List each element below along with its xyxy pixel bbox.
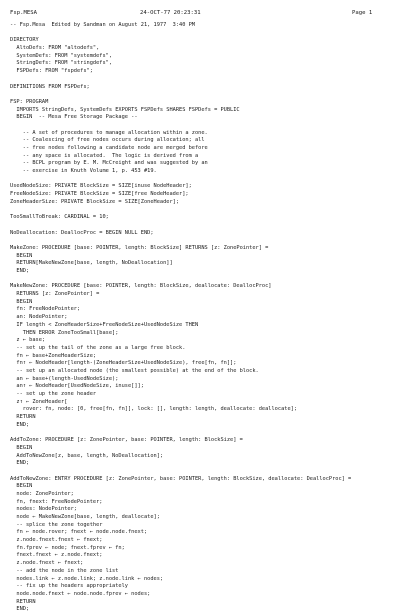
code-line: fn ← base+ZoneHeaderSize; [10,352,97,359]
code-line [10,222,394,230]
code-line: RETURNS [z: ZonePointer] = [10,291,100,298]
file-name: Fsp.MESA [10,10,37,16]
code-line: IF length < ZoneHeaderSize+FreeNodeSize+UsedNodeSize THEN [10,321,199,328]
code-line: AltoDefs: FROM "altodefs", [10,45,100,52]
code-line: fn.fprev ← node; fnext.fprev ← fn; [10,544,125,551]
code-line: END; [10,421,30,428]
code-line [10,30,394,38]
code-line: AddToZone: PROCEDURE [z: ZonePointer, base: POINTER, length: BlockSize] = [10,437,243,444]
code-line: node: ZonePointer; [10,490,74,497]
code-line: -- set up the tail of the zone as a large free block. [10,344,186,351]
code-line: FreeNodeSize: PRIVATE BlockSize = SIZE[free NodeHeader]; [10,191,189,198]
code-line [10,429,394,437]
code-line: BEGIN [10,483,33,490]
code-line: BEGIN [10,444,33,451]
code-line: UsedNodeSize: PRIVATE BlockSize = SIZE[inuse NodeHeader]; [10,183,192,190]
code-line: an: NodePointer; [10,314,68,321]
code-line: an ← base+(length-UsedNodeSize); [10,375,119,382]
code-line: END; [10,606,30,613]
code-line: fn: FreeNodePointer; [10,306,81,313]
code-line: fnext.fnext ← z.node.fnext; [10,552,103,559]
code-line: AddToNewZone[z, base, length, NoDeallocation]; [10,452,164,459]
code-line: z.node.fnext.fnext ← fnext; [10,537,103,544]
code-line: RETURN [10,598,36,605]
code-line: DEFINITIONS FROM FSPDefs; [10,83,90,90]
code-line: FSP: PROGRAM [10,98,49,105]
code-line [10,468,394,476]
code-line: -- exercise in Knuth Volume 1, p. 453 #19. [10,168,157,175]
code-line: an↑ ← NodeHeader[UsedNodeSize, inuse[]]; [10,383,144,390]
code-line [10,91,394,99]
code-line: -- free nodes following a candidate node are merged before [10,145,208,151]
code-line: RETURN [10,414,36,421]
code-line: MakeNewZone: PROCEDURE [base: POINTER, length: BlockSize, deallocate: DeallocProc] [10,283,272,290]
code-line: -- add the node in the zone list [10,567,119,574]
code-line: -- set up an allocated node (the smallest possible) at the end of the block. [10,367,259,374]
code-line [10,76,394,84]
code-line: -- set up the zone header [10,391,97,397]
code-line: DIRECTORY [10,37,39,44]
code-line [10,237,394,245]
code-line: END; [10,460,30,467]
code-line: node ← MakeNewZone[base, length, deallocate]; [10,514,160,520]
code-line: NoDeallocation: DeallocProc = BEGIN NULL END; [10,229,154,236]
code-line: SystemDefs: FROM "systemdefs", [10,52,113,59]
code-line: -- splice the zone together [10,521,103,528]
code-line: nodes.link ← z.node.link; z.node.link ← nodes; [10,575,164,582]
page-number: Page 1 [352,10,373,16]
code-line: z ← base; [10,337,46,344]
code-line: fn↑ ← NodeHeader[length-(ZoneHeaderSize+UsedNodeSize), free[fn, fn]]; [10,360,237,367]
code-line: -- A set of procedures to manage allocation within a zone. [10,129,208,136]
code-line: AddToNewZone: ENTRY PROCEDURE [z: ZonePointer, base: POINTER, length: BlockSize, deallocate: DeallocProc] = [10,475,352,482]
code-line: fn, fnext: FreeNodePointer; [10,498,103,505]
print-timestamp: 24-OCT-77 20:23:31 [140,10,201,16]
code-line: ZoneHeaderSize: PRIVATE BlockSize = SIZE[ZoneHeader]; [10,198,180,205]
code-line: z.node.fnext ← fnext; [10,560,84,567]
code-line [10,207,394,215]
code-line: z↑ ← ZoneHeader[ [10,398,68,405]
code-line: node.node.fnext ← node.node.fprev ← nodes; [10,590,151,597]
code-line: nodes: NodePointer; [10,506,77,513]
code-line: -- BCPL program by E. M. McCreight and was suggested by an [10,160,208,167]
code-line: TooSmallToBreak: CARDINAL = 10; [10,214,109,221]
code-line: THEN ERROR ZoneTooSmall[base]; [10,329,119,336]
code-line: -- Coalescing of free nodes occurs during allocation; all [10,137,205,144]
code-line [10,122,394,130]
code-line: -- fix up the headers appropriately [10,583,128,590]
code-line: StringDefs: FROM "stringdefs", [10,60,113,67]
code-line: RETURN[MakeNewZone[base, length, NoDeallocation]] [10,260,173,267]
code-line: -- any space is allocated. The logic is derived from a [10,152,199,159]
code-line: IMPORTS StringDefs, SystemDefs EXPORTS FSPDefs SHARES FSPDefs = PUBLIC [10,106,240,113]
code-line: BEGIN -- Mesa Free Storage Package -- [10,114,138,121]
code-line: fn ← node.rover; fnext ← node.node.fnext; [10,529,148,536]
code-line: MakeZone: PROCEDURE [base: POINTER, length: BlockSize] RETURNS [z: ZonePointer] = [10,244,269,251]
code-line: rover: fn, node: [0, free[fn, fn]], lock: [], length: length, deallocate: deallocate]; [10,406,298,413]
code-line: FSPDefs: FROM "fspdefs"; [10,68,93,75]
code-line: -- Fsp.Mesa Edited by Sandman on August 21, 1977 3:40 PM [10,22,195,28]
code-line [10,176,394,184]
code-line: END; [10,268,30,274]
code-line [10,276,394,284]
source-listing [10,22,394,613]
code-line: BEGIN [10,252,33,259]
code-line: BEGIN [10,298,33,305]
